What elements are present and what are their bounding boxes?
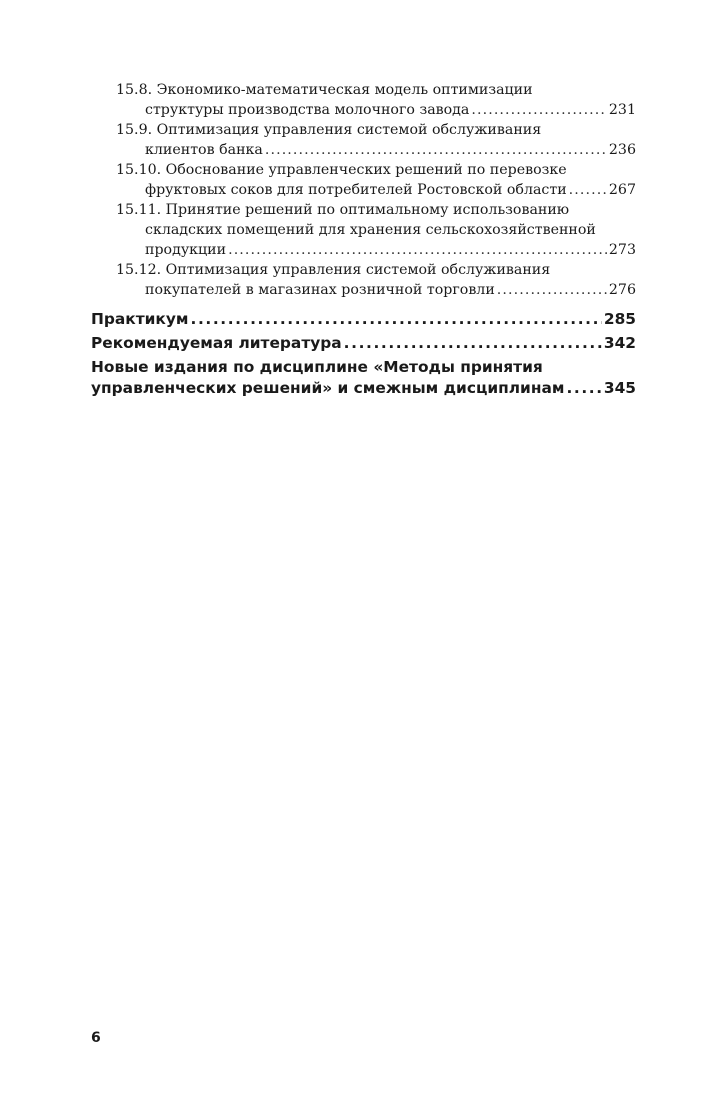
toc-entry-last-line [91,378,636,399]
toc-page-number: 267 [608,182,636,198]
toc-entry-title-line: 15.12. Оптимизация управления системой обслуживания [116,262,551,278]
toc-entry-title-end: клиентов банка [145,142,263,158]
toc-page-number: 273 [608,242,636,258]
toc-section-title-line: Новые издания по дисциплине «Методы принятия [91,358,543,376]
toc-entry-title-line: 15.8. Экономико-математическая модель оптимизации [116,82,533,98]
toc-entry-last-line [91,309,636,330]
page-number: 6 [91,1030,101,1046]
dot-leader [228,240,607,260]
dot-leader [471,100,607,120]
toc-section-title: Практикум [91,310,189,328]
toc-page-number: 345 [603,379,636,397]
toc-entry-title-end: фруктовых соков для потребителей Ростовской области [145,182,567,198]
dot-leader [566,378,601,399]
toc-entry-title-line: 15.9. Оптимизация управления системой обслуживания [116,122,542,138]
toc-section-title: Рекомендуемая литература [91,334,342,352]
toc-entry-last-line [116,180,636,200]
dot-leader [344,333,602,354]
toc-entry-15-8[interactable] [116,80,636,120]
toc-entry-title-end: покупателей в магазинах розничной торговли [145,282,495,298]
toc-page-number: 231 [608,102,636,118]
toc-entry-title-line: складских помещений для хранения сельскохозяйственной [145,222,596,238]
toc-entry-last-line [116,240,636,260]
toc-entry-15-10[interactable] [116,160,636,200]
toc-entry-15-11[interactable] [116,200,636,260]
toc-entry-last-line [116,100,636,120]
dot-leader [497,280,607,300]
toc-section-practicum[interactable] [91,309,636,330]
toc-entry-last-line [91,333,636,354]
toc-section-title-end: управленческих решений» и смежным дисциплинам [91,379,565,397]
toc-entry-title-line: 15.10. Обоснование управленческих решений по перевозке [116,162,567,178]
toc-entry-title-line: 15.11. Принятие решений по оптимальному использованию [116,202,570,218]
toc-section-literature[interactable] [91,333,636,354]
dot-leader [569,180,607,200]
dot-leader [191,309,602,330]
toc-entry-15-9[interactable] [116,120,636,160]
toc-entry-title-end: продукции [145,242,227,258]
toc-page-number: 276 [608,282,636,298]
table-of-contents [91,80,636,399]
toc-entry-last-line [116,140,636,160]
toc-page-number: 236 [608,142,636,158]
toc-entry-15-12[interactable] [116,260,636,300]
toc-page-number: 285 [603,310,636,328]
toc-entry-title-end: структуры производства молочного завода [145,102,470,118]
toc-entry-last-line [116,280,636,300]
toc-section-new-editions[interactable] [91,357,636,399]
toc-page-number: 342 [603,334,636,352]
dot-leader [265,140,607,160]
